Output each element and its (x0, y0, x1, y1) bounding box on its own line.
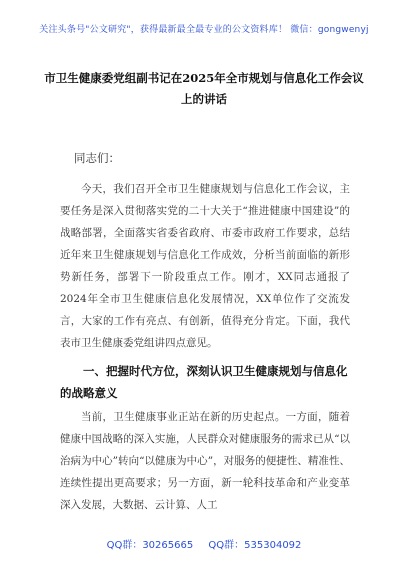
salutation: 同志们： (74, 151, 120, 165)
header-note: 关注头条号"公文研究"，获得最新最全最专业的公文资料库！ 微信：gongwenyj (39, 25, 369, 35)
footer-qq-group-2: QQ群：535304092 (208, 540, 302, 551)
section-heading-1: 一、把握时代方位，深刻认识卫生健康规划与信息化的战略意义 (60, 364, 348, 400)
footer (0, 536, 408, 551)
paragraph-section-1: 当前，卫生健康事业正站在新的历史起点。一方面，随着健康中国战略的深入实施，人民群众对健康服务的需求已从“以治病为中心”转向“以健康为中心”，对服务的便捷性、精准性、连续性提出更高要求；另一方面，新一轮科技革命和产业变革深入发展，大数据、云计算、人工 (60, 411, 350, 511)
document-title: 市卫生健康委党组副书记在2025年全市规划与信息化工作会议上的讲话 (44, 71, 364, 106)
footer-qq-group-1: QQ群：30265665 (106, 540, 194, 551)
paragraph-intro: 今天，我们召开全市卫生健康规划与信息化工作会议，主要任务是深入贯彻落实党的二十大关于“推进健康中国建设”的战略部署，全面落实省委省政府、市委市政府工作要求，总结近年来卫生健康规划与信息化工作成效，分析当前面临的新形势新任务，部署下一阶段重点工作。刚才，XX同志通报了2024年全市卫生健康信息化发展情况，XX单位作了交流发言，大家的工作有亮点、有创新，值得充分肯定。下面，我代表市卫生健康委党组讲四点意见。 (60, 183, 350, 349)
